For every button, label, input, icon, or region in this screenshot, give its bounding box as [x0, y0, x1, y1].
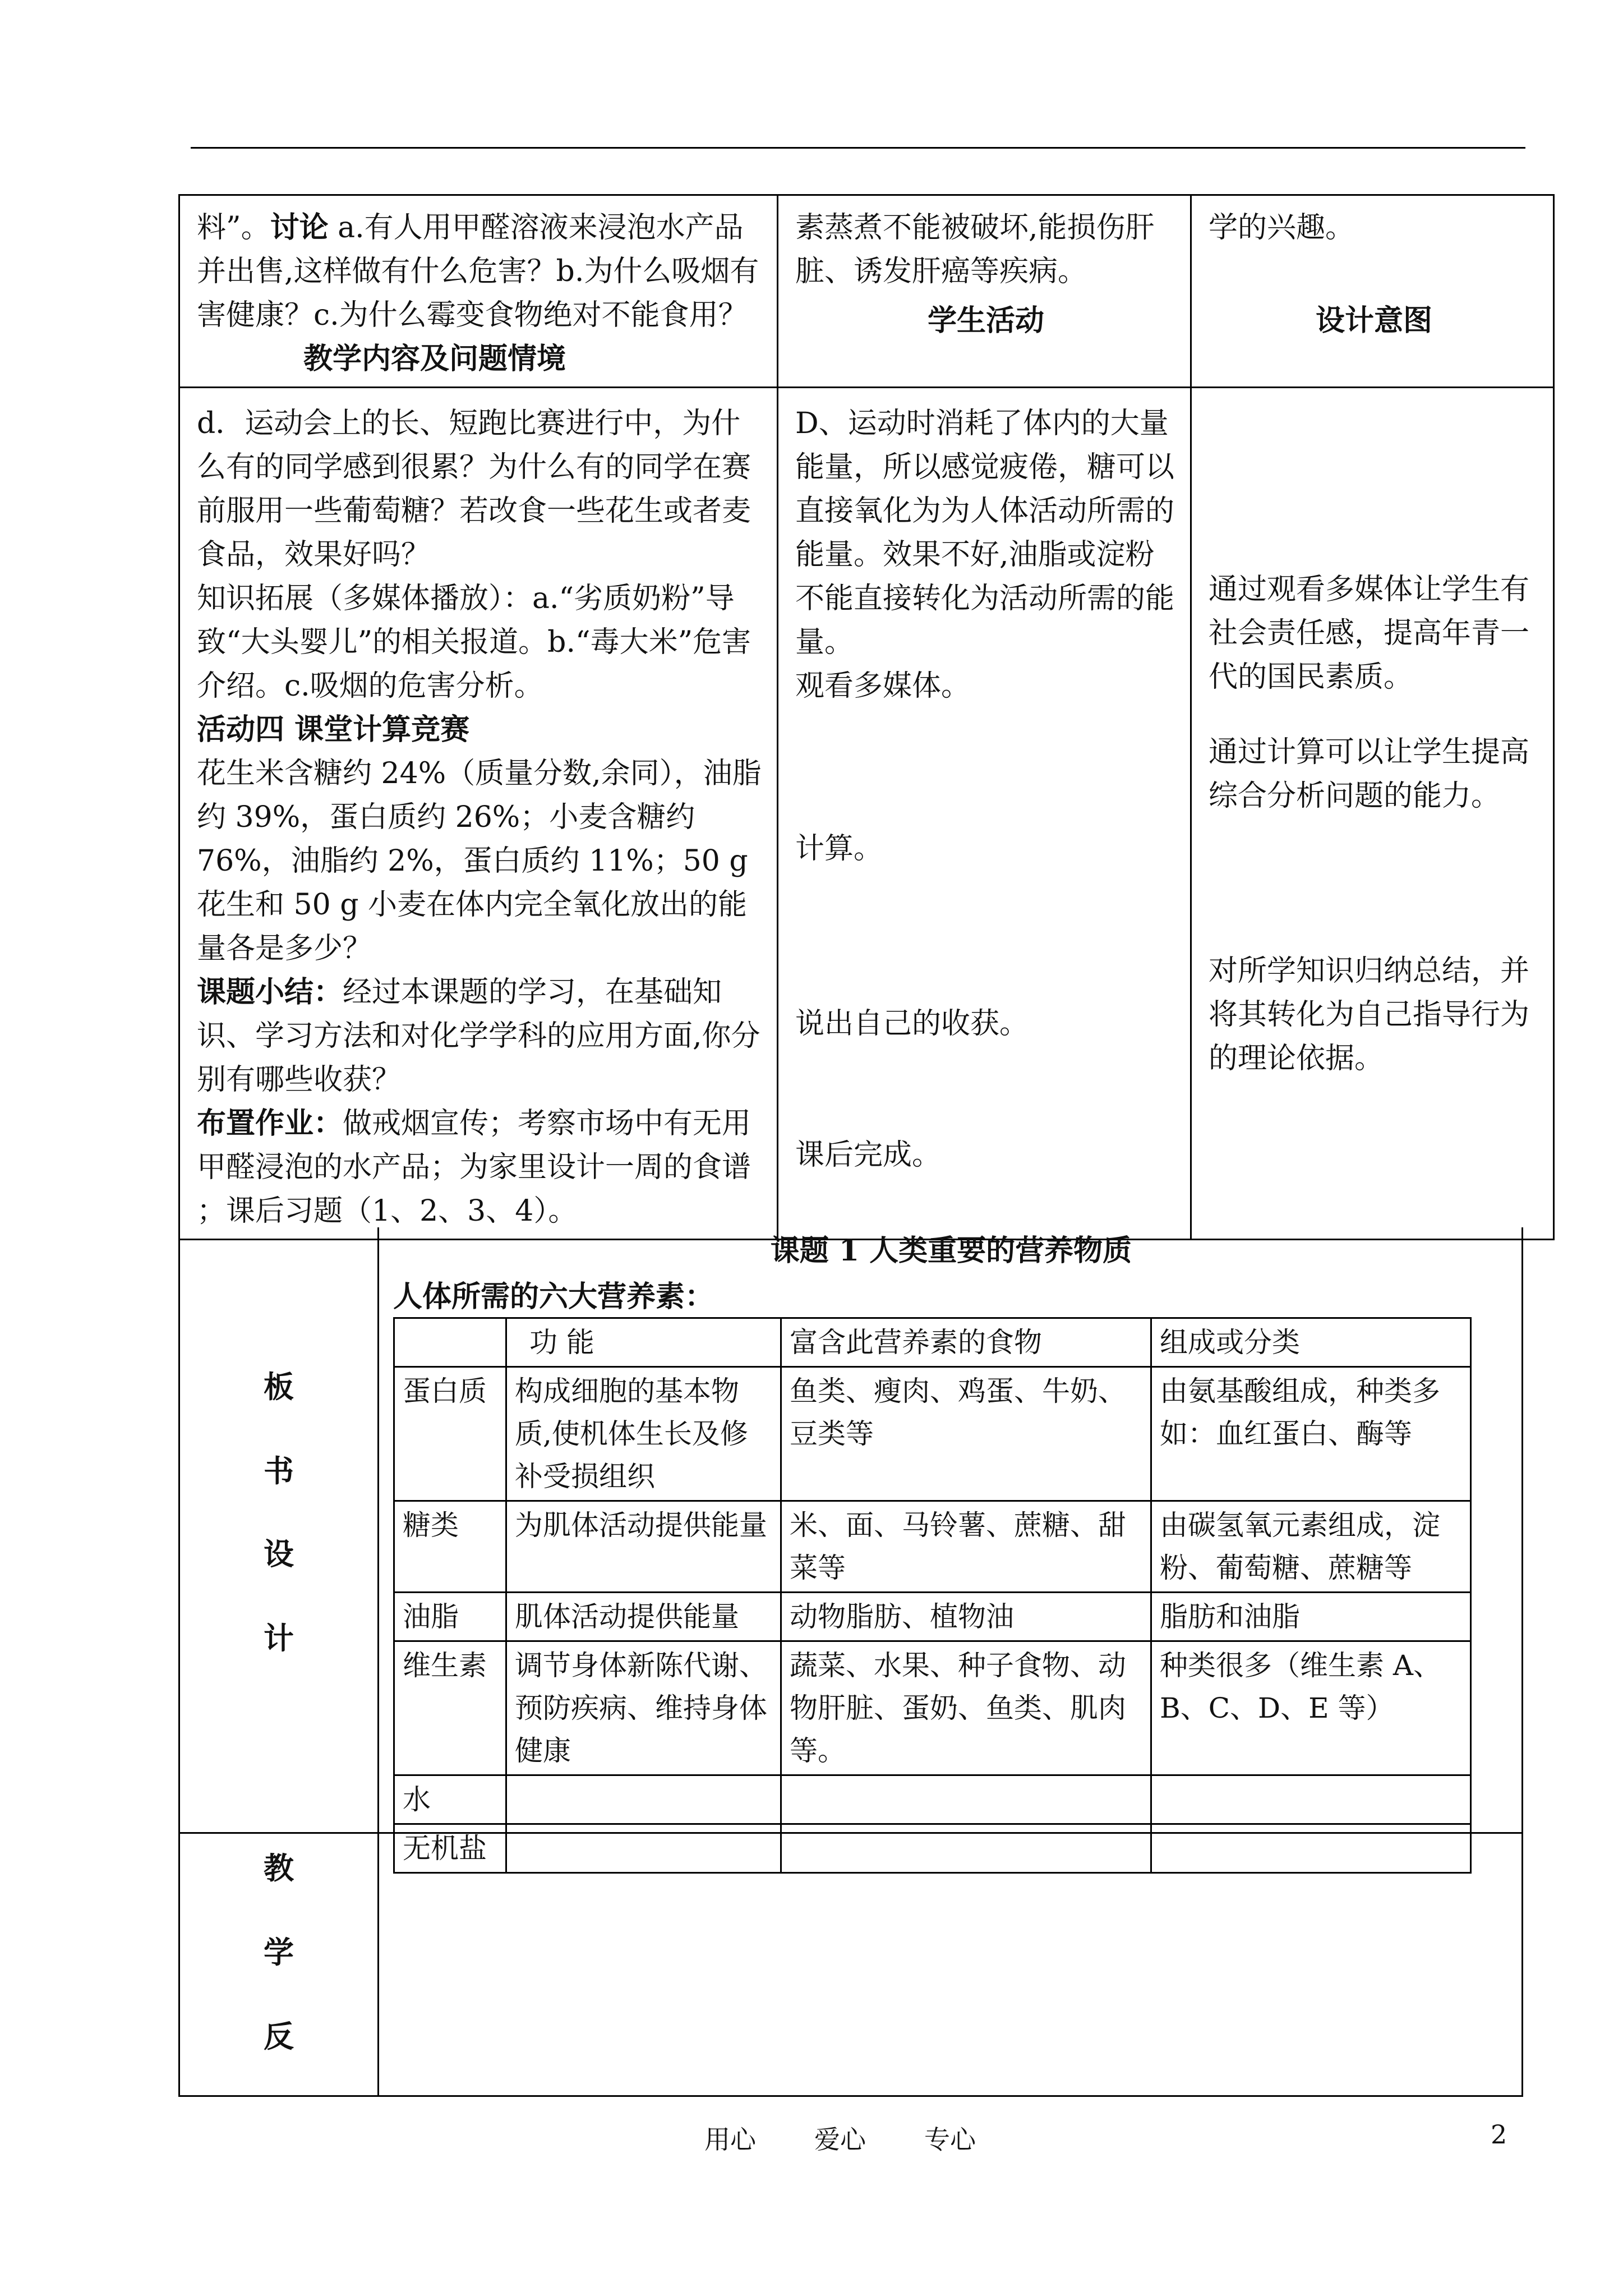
- nutrient-function: 调节身体新陈代谢、预防疾病、维持身体健康: [506, 1641, 781, 1775]
- column-divider: [377, 1227, 379, 2095]
- board-label-char: 设: [264, 1536, 294, 1572]
- board-subtitle: 人体所需的六大营养素：: [393, 1280, 714, 1314]
- table-row: [394, 1824, 1471, 1873]
- summary-label: 课题小结：: [197, 975, 343, 1009]
- nutrient-function: 构成细胞的基本物质,使机体生长及修补受损组织: [506, 1367, 781, 1501]
- intent-cell: [1191, 195, 1554, 388]
- question-d: d．运动会上的长、短跑比赛进行中，为什么有的同学感到很累？为什么有的同学在赛前服用一些葡萄糖？若改食一些花生或者麦食品，效果好吗？: [197, 407, 751, 572]
- nutrient-name: 维生素: [394, 1641, 506, 1775]
- table-header-row: [394, 1318, 1471, 1367]
- reflection-label-char: 教: [264, 1850, 294, 1886]
- nutrient-foods: [781, 1824, 1151, 1873]
- reflection-label-char: 反: [264, 2018, 294, 2054]
- table-row: [394, 1593, 1471, 1641]
- nutrient-foods: 鱼类、瘦肉、鸡蛋、牛奶、豆类等: [781, 1367, 1151, 1501]
- board-label-char: 板: [264, 1369, 294, 1405]
- nutrient-composition: 由氨基酸组成，种类多如：血红蛋白、酶等: [1151, 1367, 1471, 1501]
- nutrient-function: [506, 1775, 781, 1824]
- knowledge-extension: 知识拓展（多媒体播放）：a.“劣质奶粉”导致“大头婴儿”的相关报道。b.“毒大米”危害介绍。c.吸烟的危害分析。: [197, 582, 751, 703]
- header-cell: [394, 1318, 506, 1367]
- nutrient-name: 无机盐: [394, 1824, 506, 1873]
- intent-media: 通过观看多媒体让学生有社会责任感，提高年青一代的国民素质。: [1209, 573, 1530, 694]
- nutrient-name: 油脂: [394, 1593, 506, 1641]
- content-cell: [179, 195, 778, 388]
- table-row: [394, 1775, 1471, 1824]
- nutrient-foods: [781, 1775, 1151, 1824]
- intent-cell: [1191, 388, 1554, 1240]
- student-after-class: 课后完成。: [795, 1138, 942, 1172]
- motto-word: 用心: [704, 2124, 756, 2155]
- nutrient-name: 蛋白质: [394, 1367, 506, 1501]
- activity-cell: [778, 195, 1191, 388]
- nutrient-foods: 蔬菜、水果、种子食物、动物肝脏、蛋奶、鱼类、肌肉等。: [781, 1641, 1151, 1775]
- header-cell: 组成或分类: [1151, 1318, 1471, 1367]
- nutrient-function: [506, 1824, 781, 1873]
- board-title: 课题 1 人类重要的营养物质: [770, 1234, 1132, 1268]
- nutrient-function: 肌体活动提供能量: [506, 1593, 781, 1641]
- header-student-activity: 学生活动: [927, 303, 1044, 338]
- summary-text: 经过本课题的学习，在基础知识、学习方法和对化学学科的应用方面,你分别有哪些收获？: [197, 976, 760, 1097]
- board-label-char: 计: [264, 1620, 294, 1656]
- nutrient-foods: 动物脂肪、植物油: [781, 1593, 1151, 1641]
- table-row: [179, 195, 1554, 388]
- intent-summary: 对所学知识归纳总结，并将其转化为自己指导行为的理论依据。: [1209, 954, 1530, 1075]
- board-and-reflection-section: [178, 1227, 1523, 2097]
- header-cell: 富含此营养素的食物: [781, 1318, 1151, 1367]
- nutrient-foods: 米、面、马铃薯、蔗糖、甜菜等: [781, 1501, 1151, 1593]
- header-design-intent: 设计意图: [1315, 303, 1432, 338]
- student-watch-media: 观看多媒体。: [795, 669, 971, 703]
- nutrient-composition: 种类很多（维生素 A、B、C、D、E 等）: [1151, 1641, 1471, 1775]
- student-share-gains: 说出自己的收获。: [795, 1007, 1029, 1041]
- footer-motto: [704, 2119, 1034, 2156]
- motto-word: 爱心: [814, 2124, 866, 2155]
- table-row: [179, 388, 1554, 1240]
- nutrient-name: 糖类: [394, 1501, 506, 1593]
- calculation-problem: 花生米含糖约 24%（质量分数,余同），油脂约 39%，蛋白质约 26%；小麦含糖约 76%，油脂约 2%，蛋白质约 11%；50 g 花生和 50 g 小麦在体内完全氧化放出的能量各是多少？: [197, 757, 762, 965]
- page-number: 2: [1491, 2119, 1507, 2150]
- content-cell: [179, 388, 778, 1240]
- table-row: [394, 1641, 1471, 1775]
- nutrient-composition: 脂肪和油脂: [1151, 1593, 1471, 1641]
- student-calculate: 计算。: [795, 832, 883, 866]
- nutrient-composition: [1151, 1824, 1471, 1873]
- motto-word: 专心: [924, 2124, 976, 2155]
- homework-label: 布置作业：: [197, 1106, 343, 1140]
- lesson-table: [178, 194, 1555, 1240]
- activity-cell: [778, 388, 1191, 1240]
- table-row: [394, 1367, 1471, 1501]
- activity-four-title: 活动四 课堂计算竞赛: [197, 712, 470, 747]
- board-label-char: 书: [264, 1453, 294, 1489]
- table-row: [394, 1501, 1471, 1593]
- discussion-text: 料”。讨论 a.有人用甲醛溶液来浸泡水产品并出售,这样做有什么危害？b.为什么吸烟有害健康？c.为什么霉变食物绝对不能食用？: [197, 210, 759, 332]
- header-cell: 功 能: [506, 1318, 781, 1367]
- intent-calculate: 通过计算可以让学生提高综合分析问题的能力。: [1209, 735, 1530, 813]
- nutrient-function: 为肌体活动提供能量: [506, 1501, 781, 1593]
- nutrient-composition: [1151, 1775, 1471, 1824]
- header-rule: [191, 147, 1525, 149]
- homework-text: 做戒烟宣传；考察市场中有无用甲醛浸泡的水产品；为家里设计一周的食谱 ；课后习题（1、2、3、4）。: [197, 1107, 751, 1228]
- student-answer-d: D、运动时消耗了体内的大量能量，所以感觉疲倦，糖可以直接氧化为为人体活动所需的能量。效果不好,油脂或淀粉不能直接转化为活动所需的能量。: [795, 407, 1175, 659]
- nutrient-composition: 由碳氢氧元素组成，淀粉、葡萄糖、蔗糖等: [1151, 1501, 1471, 1593]
- nutrient-name: 水: [394, 1775, 506, 1824]
- activity-intro: 素蒸煮不能被破坏,能损伤肝脏、诱发肝癌等疾病。: [795, 211, 1155, 288]
- header-teaching-content: 教学内容及问题情境: [303, 342, 566, 376]
- reflection-label-char: 学: [264, 1934, 294, 1970]
- intent-intro: 学的兴趣。: [1209, 211, 1355, 245]
- nutrient-table: [393, 1317, 1472, 1874]
